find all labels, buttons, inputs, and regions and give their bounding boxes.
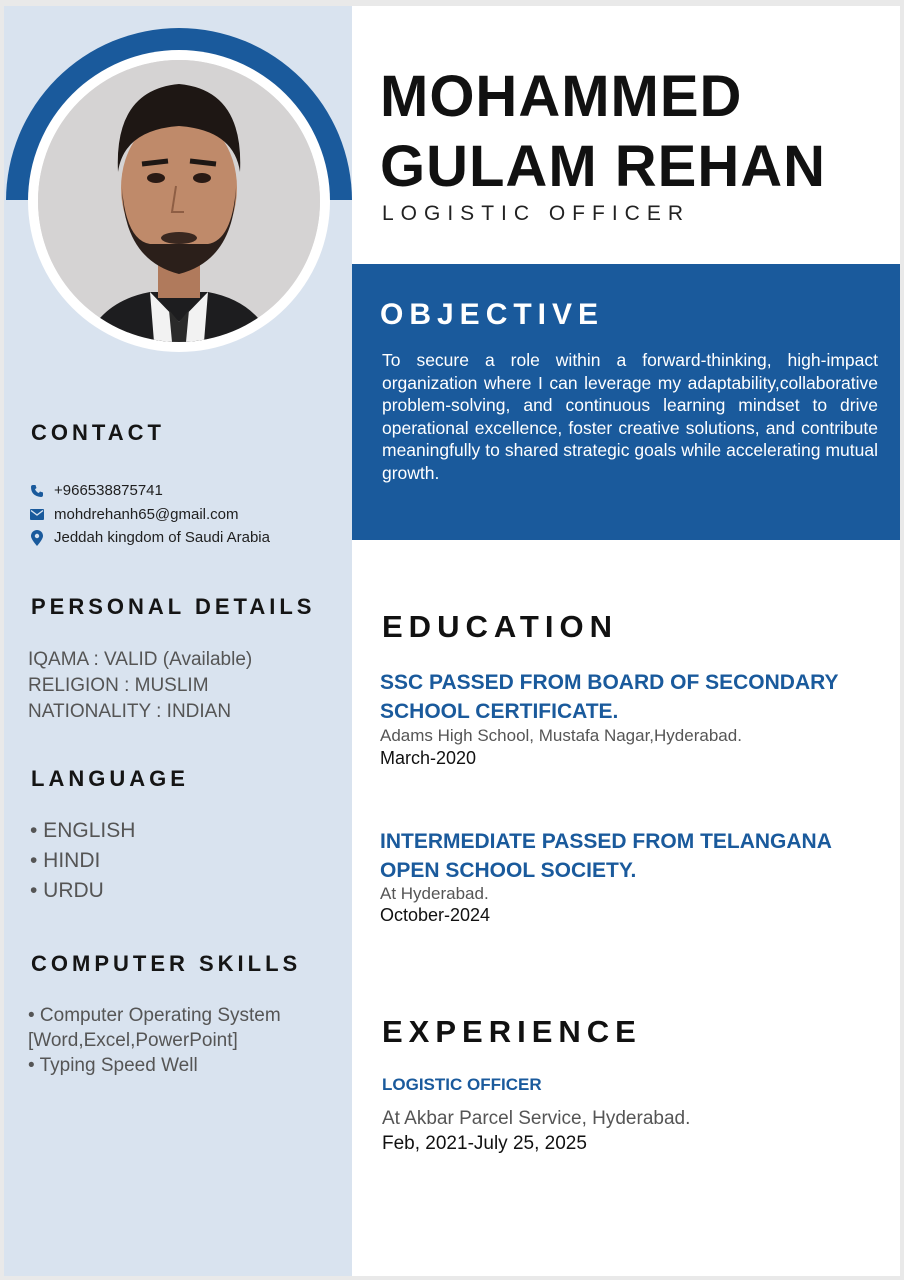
contact-phone (30, 482, 163, 499)
personal-details-heading: PERSONAL DETAILS (31, 594, 316, 619)
location-text: Jeddah kingdom of Saudi Arabia (54, 529, 270, 546)
objective-section (352, 264, 900, 540)
nationality-line: NATIONALITY : INDIAN (28, 701, 232, 722)
phone-text: +966538875741 (54, 482, 163, 499)
personal-details-list (28, 647, 252, 725)
education-item-place: Adams High School, Mustafa Nagar,Hyderabad. (380, 726, 742, 745)
contact-heading: CONTACT (31, 420, 165, 445)
phone-icon (30, 484, 44, 498)
computer-skills-heading: COMPUTER SKILLS (31, 951, 302, 976)
experience-place: At Akbar Parcel Service, Hyderabad. (382, 1108, 691, 1129)
computer-skills-list (28, 1003, 350, 1078)
email-text: mohdrehanh65@gmail.com (54, 506, 239, 523)
iqama-line: IQAMA : VALID (Available) (28, 649, 253, 670)
language-item: • ENGLISH (30, 819, 136, 842)
religion-line: RELIGION : MUSLIM (28, 675, 209, 696)
objective-heading: OBJECTIVE (380, 298, 605, 331)
education-item-title: INTERMEDIATE PASSED FROM TELANGANA OPEN SCHOOL SOCIETY. (380, 830, 832, 882)
experience-title: LOGISTIC OFFICER (382, 1075, 542, 1094)
skill-item: • Computer Operating System [Word,Excel,PowerPoint] (28, 1005, 281, 1051)
job-title: LOGISTIC OFFICER (382, 202, 691, 225)
education-item-title: SSC PASSED FROM BOARD OF SECONDARY SCHOOL CERTIFICATE. (380, 671, 839, 723)
location-pin-icon (30, 530, 44, 546)
name-line-1: MOHAMMED (380, 64, 743, 129)
skill-item: • Typing Speed Well (28, 1055, 198, 1076)
experience-date: Feb, 2021-July 25, 2025 (382, 1133, 587, 1154)
language-heading: LANGUAGE (31, 766, 189, 791)
profile-photo (38, 60, 320, 342)
language-list (30, 816, 135, 906)
name-heading (380, 62, 826, 202)
resume-page (4, 6, 900, 1276)
objective-text: To secure a role within a forward-thinking, high-impact organization where I can leverage my adaptability,collaborative problem-solving, and continuous learning mindset to drive operational excellence, foster creative solutions, and contribute meaningfully to shared strategic goals while accelerating mutual growth. (382, 350, 878, 483)
language-item: • HINDI (30, 849, 101, 872)
education-heading: EDUCATION (382, 609, 618, 644)
language-item: • URDU (30, 879, 104, 902)
mail-icon (30, 509, 44, 520)
name-line-2: GULAM REHAN (380, 134, 826, 199)
education-item-date: March-2020 (380, 748, 477, 768)
education-item-date: October-2024 (380, 905, 491, 925)
experience-heading: EXPERIENCE (382, 1014, 642, 1049)
contact-email (30, 506, 239, 523)
education-item-place: At Hyderabad. (380, 884, 489, 903)
contact-location (30, 529, 270, 546)
